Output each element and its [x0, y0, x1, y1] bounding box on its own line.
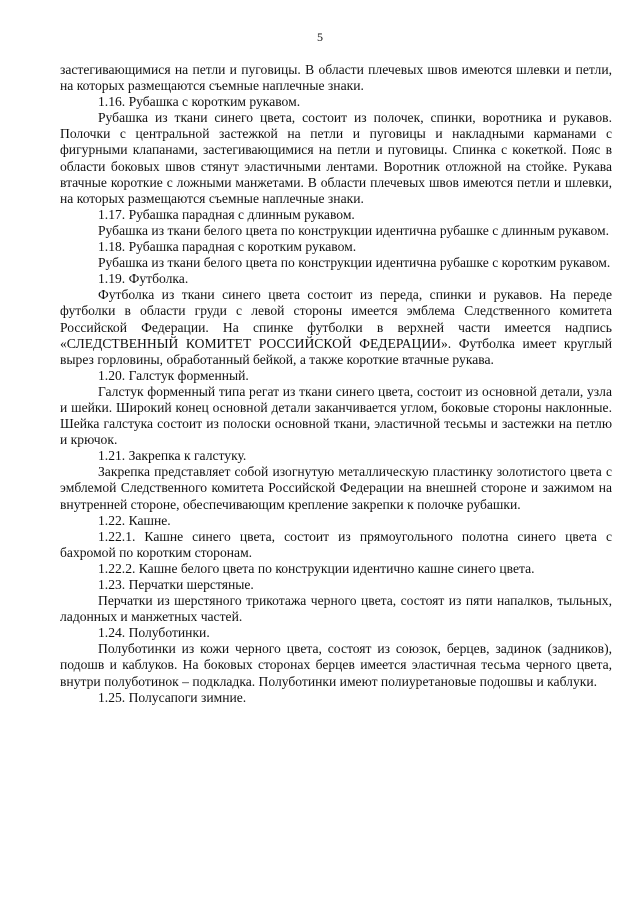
section-heading-1-16: 1.16. Рубашка с коротким рукавом. [98, 94, 301, 110]
document-body [60, 62, 612, 706]
section-heading-1-25: 1.25. Полусапоги зимние. [98, 689, 247, 705]
paragraph: 1.22.1. Кашне синего цвета, состоит из прямоугольного полотна синего цвета с бахромой по коротким сторонам. [60, 528, 612, 560]
paragraph: Рубашка из ткани синего цвета, состоит из полочек, спинки, воротника и рукавов. Полочки с центральной застежкой на петли и пуговицы и накладными карманами с фигурными клапанами, застегивающимися на петли и пуговицы. Спинка с кокеткой. Пояс в области боковых швов стянут эластичными лентами. Воротник отложной на стойке. Рукава втачные короткие с ложными манжетами. В области плечевых швов имеются петли и шлевки, на которых размещаются съемные наплечные знаки. [60, 110, 612, 206]
paragraph: Перчатки из шерстяного трикотажа черного цвета, состоят из пяти напалков, тыльных, ладонных и манжетных частей. [60, 593, 612, 625]
section-heading-1-23: 1.23. Перчатки шерстяные. [98, 577, 254, 592]
section-heading-1-21: 1.21. Закрепка к галстуку. [98, 448, 247, 464]
section-heading-1-18: 1.18. Рубашка парадная с коротким рукавом. [98, 239, 357, 255]
section-heading-1-24: 1.24. Полуботинки. [98, 625, 210, 641]
paragraph: Галстук форменный типа регат из ткани синего цвета, состоит из основной детали, узла и шейки. Широкий конец основной детали заканчивается углом, боковые стороны наклонные. Шейка галстука состоит из полоски основной ткани, эластичной тесьмы и застежки на петлю и крючок. [60, 383, 612, 448]
paragraph: Закрепка представляет собой изогнутую металлическую пластинку золотистого цвета с эмблемой Следственного комитета Российской Федерации на внешней стороне и зажимом на внутренней стороне, обеспечивающим крепление закрепки к полочке рубашки. [60, 464, 612, 512]
section-heading-1-22: 1.22. Кашне. [98, 512, 171, 528]
section-heading-1-17: 1.17. Рубашка парадная с длинным рукавом. [98, 206, 355, 222]
paragraph: Рубашка из ткани белого цвета по конструкции идентична рубашке с длинным рукавом. [98, 222, 610, 238]
page-number: 5 [317, 30, 323, 44]
section-heading-1-20: 1.20. Галстук форменный. [98, 367, 249, 383]
paragraph-continued: застегивающимися на петли и пуговицы. В области плечевых швов имеются шлевки и петли, на которых размещаются съемные наплечные знаки. [60, 62, 612, 94]
paragraph: 1.22.2. Кашне белого цвета по конструкции идентично кашне синего цвета. [98, 560, 535, 576]
paragraph: Рубашка из ткани белого цвета по конструкции идентична рубашке с коротким рукавом. [98, 255, 611, 271]
paragraph: Полуботинки из кожи черного цвета, состоят из союзок, берцев, задинок (задников), подошв и каблуков. На боковых сторонах берцев имеется эластичная тесьма черного цвета, внутри полуботинок – подкладка. Полуботинки имеют полиуретановые подошвы и каблуки. [60, 641, 612, 689]
paragraph: Футболка из ткани синего цвета состоит из переда, спинки и рукавов. На переде футболки в области груди с левой стороны имеется эмблема Следственного комитета Российской Федерации. На спинке футболки в верхней части имеется надпись «СЛЕДСТВЕННЫЙ КОМИТЕТ РОССИЙСКОЙ ФЕДЕРАЦИИ». Футболка имеет круглый вырез горловины, обработанный бейкой, а также короткие втачные рукава. [60, 287, 612, 367]
section-heading-1-19: 1.19. Футболка. [98, 271, 189, 287]
